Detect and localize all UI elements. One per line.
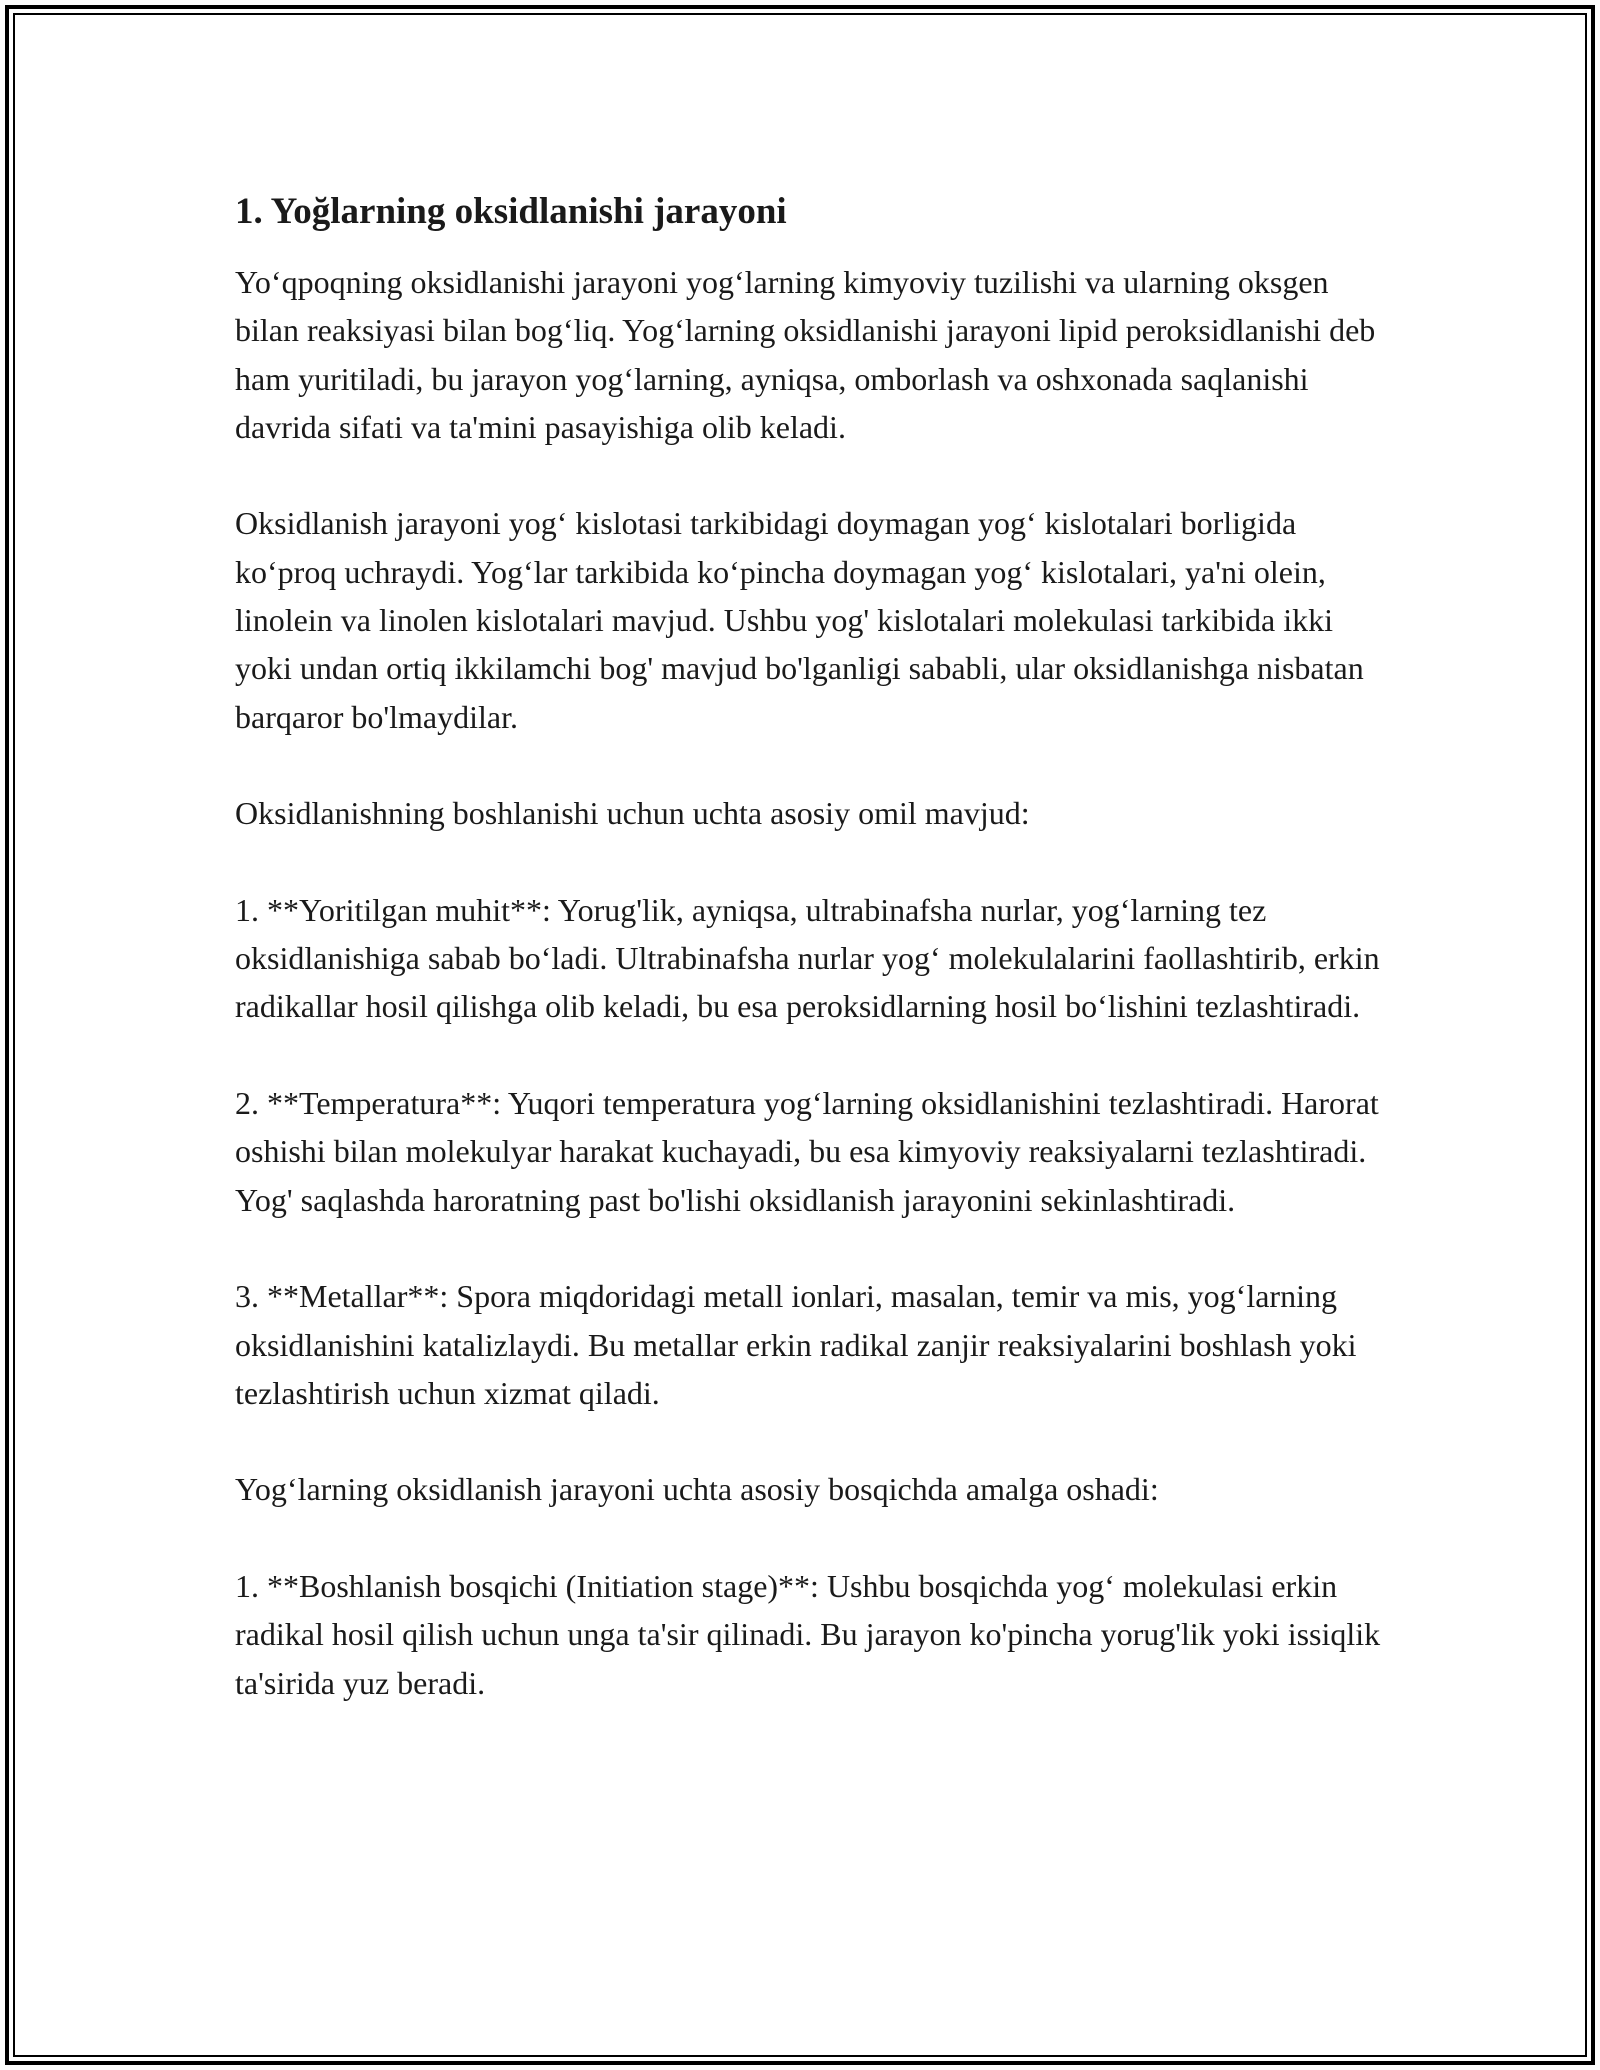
paragraph-factor-metals: 3. **Metallar**: Spora miqdoridagi metall ionlari, masalan, temir va mis, yog‘larning oksidlanishini katalizlaydi. Bu metallar erkin radikal zanjir reaksiyalarini boshlash yoki tezlashtirish uchun xizmat qiladi. — [235, 1278, 1357, 1411]
paragraph-factor-light: 1. **Yoritilgan muhit**: Yorug'lik, ayniqsa, ultrabinafsha nurlar, yog‘larning tez oksidlanishiga sabab bo‘ladi. Ultrabinafsha nurlar yog‘ molekulalarini faollashtirib, erkin radikallar hosil qilishga olib keladi, bu esa peroksidlarning hosil bo‘lishini tezlashtiradi. — [235, 891, 1380, 1025]
paragraph-stages-intro: Yog‘larning oksidlanish jarayoni uchta asosiy bosqichda amalga oshadi: — [235, 1471, 1159, 1508]
paragraph-factor-temperature: 2. **Temperatura**: Yuqori temperatura yog‘larning oksidlanishini tezlashtiradi. Harorat oshishi bilan molekulyar harakat kuchayadi, bu esa kimyoviy reaksiyalarni tezlashtiradi. Yog' saqlashda haroratning past bo'lishi oksidlanish jarayonini sekinlashtiradi. — [235, 1085, 1379, 1218]
section-title: 1. Yoğlarning oksidlanishi jarayoni — [235, 191, 787, 232]
paragraph-unsaturated-acids: Oksidlanish jarayoni yog‘ kislotasi tarkibidagi doymagan yog‘ kislotalari borligida ko‘proq uchraydi. Yog‘lar tarkibida ko‘pincha doymagan yog‘ kislotalari, ya'ni olein, linolein va linolen kislotalari mavjud. Ushbu yog' kislotalari molekulasi tarkibida ikki yoki undan ortiq ikkilamchi bog' mavjud bo'lganligi sababli, ular oksidlanishga nisbatan barqaror bo'lmaydilar. — [235, 505, 1364, 735]
paragraph-stage-initiation: 1. **Boshlanish bosqichi (Initiation stage)**: Ushbu bosqichda yog‘ molekulasi erkin radikal hosil qilish uchun unga ta'sir qilinadi. Bu jarayon ko'pincha yorug'lik yoki issiqlik ta'sirida yuz beradi. — [235, 1568, 1381, 1701]
document-body — [235, 188, 1385, 1755]
paragraph-intro: Yo‘qpoqning oksidlanishi jarayoni yog‘larning kimyoviy tuzilishi va ularning oksgen bilan reaksiyasi bilan bog‘liq. Yog‘larning oksidlanishi jarayoni lipid peroksidlanishi deb ham yuritiladi, bu jarayon yog‘larning, ayniqsa, omborlash va oshxonada saqlanishi davrida sifati va ta'mini pasayishiga olib keladi. — [235, 264, 1376, 445]
paragraph-factors-intro: Oksidlanishning boshlanishi uchun uchta asosiy omil mavjud: — [235, 795, 1030, 832]
